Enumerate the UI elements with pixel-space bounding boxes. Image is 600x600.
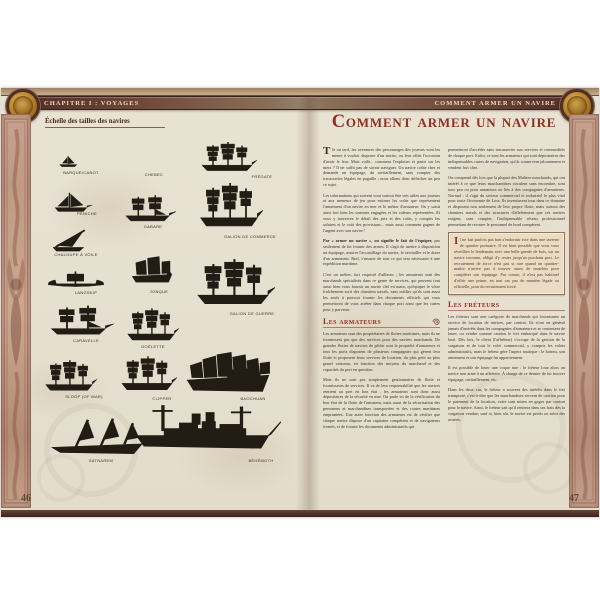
ship-silhouette-caravelle — [43, 302, 115, 340]
text-column-right — [448, 147, 565, 496]
drop-cap: I — [454, 235, 459, 248]
ship-silhouette-clipper — [117, 354, 177, 396]
paragraph: Tôt ou tard, les aventures des personnages des joueurs vont les mener à vouloir disposer d'un navire, ou leur offrir l'occasion d'avoir le leur. Mais voilà... comment l'exploiter et partir sur les mers ? Il ne suffit pas de savoir naviguer. Un navire coûte cher et demande un équipage, du ravitaillement, sans compter des tracasseries légales en pagaille ; nous allons donc défricher un peu ce sujet. — [323, 147, 440, 188]
ship-size-diagram — [1, 88, 301, 517]
ship-silhouette-sloop-of-war- — [41, 358, 97, 396]
ship-label: CARAVELLE — [73, 338, 99, 343]
sidebar-note: Il ne fait parfois pas bon s'endormir ivre dans une taverne de quartier portuaire. Il est bien possible que vous vous réveilliez le lendemain avec une belle gueule de bois, sur un navire inconnu, obligé d'y rester jusqu'au prochain port. Le recrutement de force n'est pas si rare quand un quartier-maître n'arrive pas à trouver assez de matelots pour compléter son équipage. Par contre, il n'est pas habituel d'offrir une prime, en tout cas pas de manière légale ou officielle, pour du recrutement forcé. — [448, 232, 565, 295]
diagram-title: Échelle des tailles des navires — [45, 118, 165, 128]
ship-silhouette-chebec — [117, 143, 179, 175]
ship-silhouette-galion-de-commerce — [195, 180, 263, 234]
spiral-shell-icon — [432, 318, 440, 326]
ship-silhouette-barque-canot — [51, 150, 85, 170]
paragraph: Mais ils ne sont pas simplement gestionnaires de flotte et fournisseurs de services. Il va de leur responsabilité que les navires rentrent au port en bon état ; les armateurs sont donc aussi dépositaires de la sécurité en mer. On parle ici de la vérification du bon état de la flotte de l'armateur, mais aussi de la sécurisation des personnes et marchandises transportées et des routes maritimes empruntées. Une autre fonction des armateurs est de vérifier que chaque navire dispose d'un capitaine compétent et de navigateurs formés, et de fournir les documents administratifs qui — [323, 376, 440, 429]
ship-silhouette-langskip — [43, 268, 109, 292]
ship-label: PÉNICHE — [77, 211, 97, 216]
paragraph: Les armateurs sont des propriétaires de flottes maritimes, mais ils ne fournissent pas que des services pour des navires marchands. De grandes flottes de navires de pêche sont la propriété d'armateurs et tous les ports disposent de plusieurs compagnies qui gèrent leur flotte et proposent leurs services de location, du plus petit au plus grand vaisseau, en fonction des moyens du marchand et des capacités du port en question. — [323, 331, 440, 372]
ship-silhouette-b-h-moth — [129, 402, 281, 458]
paragraph: Les informations qui suivent vont surtout être très utiles aux joueurs et aux meneurs de jeu pour estimer les coûts que représentent l'armement d'un navire en mer et le métier d'armateur. On y saisit ainsi fort bien les sommes engagées et les valeurs représentées. Et vous y trouverez le détail des prix et des coûts, y compris les salaires et le coût des provisions... mais aussi comment gagner de l'argent avec son navire ! — [323, 192, 440, 233]
ship-silhouette-baochuan — [181, 350, 275, 398]
ship-silhouette-jonque — [125, 252, 179, 288]
ship-label: GALION DE GUERRE — [229, 311, 275, 316]
left-page-header: CHAPITRE I : VOYAGES — [44, 99, 140, 107]
page-title: Comment armer un navire — [331, 112, 557, 132]
ship-label: BÉHÉMOTH — [248, 458, 274, 463]
paragraph: permettront d'accéder sans tracasseries aux services et commodités de chaque port. Enfin, ce sont les armateurs qui sont dépositaires des indispensables cartes de navigation, qu'ils conservent jalousement et vendent fort cher. — [448, 147, 565, 170]
ship-label: SLOOP (OF WAR) — [65, 394, 103, 399]
drop-cap: T — [323, 147, 331, 157]
ship-label: CHEBEC — [144, 172, 164, 177]
paragraph: Par « armer un navire », on signifie le fait de l'équiper, pas seulement de lui fournir des armes. Il s'agit de mettre à disposition un équipage, assurer l'accastillage du navire, le ravitailler et le doter d'un armement. Bref, s'assurer de tout ce qui sera nécessaire à une expédition maritime. — [323, 238, 440, 267]
section-heading-label: Les armateurs — [323, 317, 382, 327]
ship-label: FRÉGATE — [251, 174, 273, 179]
ship-silhouette-galion-de-guerre — [191, 256, 275, 312]
ship-label: CLIPPER — [152, 396, 172, 401]
bold-lead: Par « armer un navire », on signifie le fait de l'équiper, — [323, 238, 433, 244]
ship-silhouette-go-lette — [123, 306, 179, 346]
ship-label: GOÉLETTE — [141, 344, 165, 349]
ship-label: SATNAREM — [88, 458, 114, 463]
page-number-left: 46 — [21, 493, 31, 504]
section-heading-label: Les fréteurs — [448, 299, 500, 309]
paragraph: On comprend dès lors que la plupart des Maîtres-marchands, qui ont intérêt à ce que leurs marchandises circulent sans encombre, sont tous peu ou prou armateurs ou liés à des compagnies d'armateurs. Normal : il s'agit du secteur commercial et industriel le plus vital pour toute l'économie de Loss. Ils investissent tous dans ce domaine et disposent non seulement de leur propre flotte, mais surtout des chantiers navals et des structures d'affrètement que ces navires exigent, sans compter, l'indispensable réseau professionnel permettant de recruter le personnel de bord compétent. — [448, 174, 565, 227]
section-heading — [448, 300, 565, 311]
ship-label: CHALOUPE À VOILE — [54, 252, 98, 257]
right-page-header: COMMENT ARMER UN NAVIRE — [434, 99, 556, 107]
section-heading — [323, 317, 440, 328]
right-ornamental-border — [569, 114, 599, 508]
text-column-left — [323, 147, 440, 496]
paragraph: Les fréteurs sont une catégorie de marchands qui fournissent un service de location de navires, par contrat. Ils n'ont en général jamais d'intérêts dans les compagnies d'armateurs et se contentent de louer, ou vendre comme caution le fret embarqué dans le navire loué. Dès lors, le client (l'affréteur) s'occupe de la gestion de la cargaison et de tout le volet commercial, y compris les volets administratifs, mais le fréteur gère l'aspect nautique : le bateau, son armement et son équipage lui appartiennent. — [448, 313, 565, 360]
ship-silhouette-fr-gate — [197, 140, 257, 176]
paragraph: Dans les deux cas, le fréteur a souvent des intérêts dans le fret transporté, c'est-à-dire que les marchandises servent de caution pour le paiement de la location, voire sont mises en gages par contrat pour le navire. Ainsi, le fréteur sait qu'il rentrera dans ses frais dès la cargaison vendue, sauf si, bien sûr, le navire est perdu ou subit des avaries. — [448, 387, 565, 422]
ship-label: BAOCHUAN — [240, 396, 266, 401]
ship-label: GALION DE COMMERCE — [223, 234, 277, 239]
ship-label: LANGSKIP — [74, 290, 98, 295]
paragraph: Il est possible de louer une coque nue : le fréteur loue alors un navire non armé à un affréteur. À charge de ce dernier de lui trouver équipage, ravitaillement, etc. — [448, 365, 565, 382]
ship-label: GABARE — [143, 224, 163, 229]
ship-label: BARQUE/CANOT — [63, 170, 99, 175]
open-book — [1, 88, 599, 517]
paragraph: C'est un métier, fort respecté d'ailleurs ; les armateurs sont des marchands spécialisés dans ce genre de services, qui peuvent tout aussi bien vous fournir un navire clef en main, qu'équiper le vôtre fraîchement sorti des chantiers navals, sans oublier qu'ils sont aussi les seuls à pouvoir fournir les documents officiels qui vous permettront de vous arrêter dans chaque port ainsi que les cartes pour y parvenir. — [323, 271, 440, 312]
book-bottom-edge — [1, 510, 599, 517]
ship-silhouette-gabare — [119, 192, 177, 226]
ship-label: JONQUE — [149, 289, 169, 294]
page-number-right: 47 — [569, 493, 579, 504]
